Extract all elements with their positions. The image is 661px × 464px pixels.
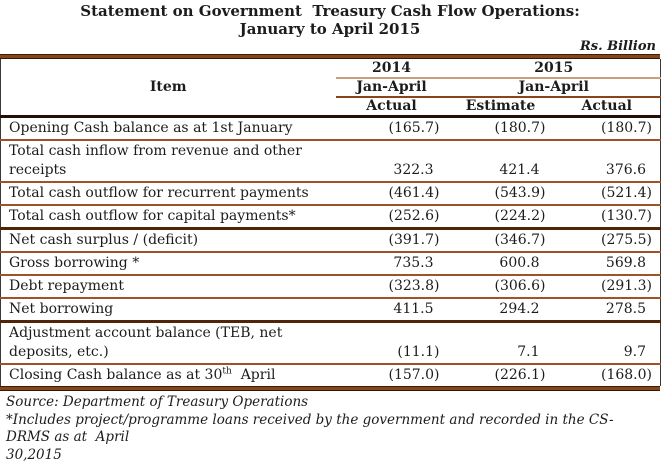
table-row-total-inflow <box>1 140 661 182</box>
value-2015-actual: (521.4) <box>554 182 661 205</box>
value-2015-actual: 9.7 <box>554 322 661 365</box>
item-label: Opening Cash balance as at 1st January <box>9 120 293 136</box>
value-2015-actual: 569.8 <box>554 252 661 275</box>
table-body <box>1 117 661 387</box>
column-header-2015-estimate: Estimate <box>448 97 554 117</box>
column-header-item: Item <box>1 59 336 117</box>
document-title <box>0 0 660 38</box>
item-label: Net cash surplus / (deficit) <box>1 229 336 253</box>
column-header-period-2014: Jan-April <box>336 78 448 97</box>
value-2015-actual: 376.6 <box>554 140 661 182</box>
column-header-year-2015: 2015 <box>448 59 661 78</box>
value-2015-actual: (180.7) <box>600 120 652 136</box>
closing-label-pre: Closing Cash balance as at 30 <box>9 367 223 383</box>
item-label: Total cash outflow for recurrent payments <box>1 182 336 205</box>
value-2015-estimate: 294.2 <box>448 298 554 322</box>
table-row-debt-repayment <box>1 275 661 298</box>
table-row-opening-balance <box>1 117 661 141</box>
value-2015-estimate: (224.2) <box>448 205 554 229</box>
value-2015-estimate: (543.9) <box>448 182 554 205</box>
value-2014-actual: (11.1) <box>336 322 448 365</box>
value-2015-actual: (130.7) <box>554 205 661 229</box>
table-row-closing-balance <box>1 364 661 386</box>
value-2014-actual: (157.0) <box>336 364 448 386</box>
table-row-recurrent-outflow <box>1 182 661 205</box>
value-2015-estimate: 7.1 <box>448 322 554 365</box>
footnote-asterisk-line-2: 30,2015 <box>6 447 62 463</box>
value-2015-estimate: (306.6) <box>448 275 554 298</box>
table-row-net-cash-surplus <box>1 229 661 253</box>
title-line-2: January to April 2015 <box>239 20 421 38</box>
value-2015-actual: (275.5) <box>554 229 661 253</box>
item-label: Debt repayment <box>1 275 336 298</box>
value-2014-actual: (391.7) <box>336 229 448 253</box>
value-2014-actual: 411.5 <box>336 298 448 322</box>
cashflow-table <box>0 59 661 386</box>
table-header <box>1 59 661 117</box>
table-row-gross-borrowing <box>1 252 661 275</box>
column-header-period-2015: Jan-April <box>448 78 661 97</box>
footnote-asterisk-line-1: *Includes project/programme loans received by the government and recorded in the CS-DRMS as at April <box>6 412 614 445</box>
item-label: Net borrowing <box>1 298 336 322</box>
value-2015-estimate: (346.7) <box>448 229 554 253</box>
value-2015-actual: (168.0) <box>554 364 661 386</box>
value-2014-actual: 735.3 <box>336 252 448 275</box>
value-2014-actual: (252.6) <box>336 205 448 229</box>
column-header-year-2014: 2014 <box>336 59 448 78</box>
column-header-2014-actual: Actual <box>336 97 448 117</box>
value-2014-actual: (461.4) <box>336 182 448 205</box>
value-2015-estimate: (180.7) <box>494 120 546 136</box>
title-line-1: Statement on Government Treasury Cash Flow Operations: <box>80 2 580 20</box>
value-2014-actual: 322.3 <box>336 140 448 182</box>
footnote-source: Source: Department of Treasury Operations <box>6 394 309 410</box>
column-header-2015-actual: Actual <box>554 97 661 117</box>
value-2015-estimate: 421.4 <box>448 140 554 182</box>
item-label: Total cash outflow for capital payments* <box>1 205 336 229</box>
table-row-net-borrowing <box>1 298 661 322</box>
unit-label: Rs. Billion <box>579 39 656 54</box>
footnotes <box>0 391 660 464</box>
value-2014-actual: (165.7) <box>388 120 440 136</box>
header-row-years <box>1 59 661 78</box>
item-label: Total cash inflow from revenue and other receipts <box>1 140 336 182</box>
closing-label-ordinal: th <box>222 366 232 377</box>
value-2015-estimate: 600.8 <box>448 252 554 275</box>
table-row-adjustment-account <box>1 322 661 365</box>
item-label: Adjustment account balance (TEB, net deposits, etc.) <box>1 322 336 365</box>
table-row-capital-outflow <box>1 205 661 229</box>
value-2015-actual: (291.3) <box>554 275 661 298</box>
closing-label-post: April <box>231 367 276 383</box>
value-2015-estimate: (226.1) <box>448 364 554 386</box>
value-2014-actual: (323.8) <box>336 275 448 298</box>
item-label <box>1 364 336 386</box>
value-2015-actual: 278.5 <box>554 298 661 322</box>
item-label: Gross borrowing * <box>1 252 336 275</box>
